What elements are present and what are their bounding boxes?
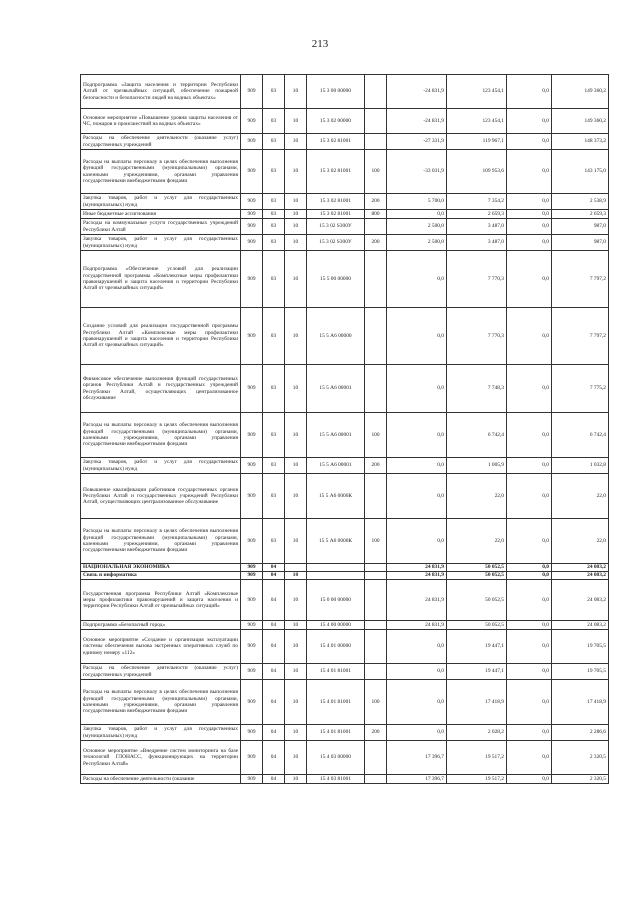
- grbs-code: 909: [241, 630, 263, 664]
- expense-type-code: [365, 219, 387, 235]
- amount-federal: 0,0: [507, 194, 552, 210]
- amount-final: 24 083,2: [552, 621, 609, 630]
- table-row: [81, 134, 609, 150]
- amount-final: 987,0: [552, 235, 609, 251]
- grbs-code: 909: [241, 621, 263, 630]
- budget-table: [80, 74, 609, 784]
- expense-name: Подпрограмма «Безопасный город»: [81, 621, 241, 630]
- subsection-code: 10: [285, 365, 307, 413]
- expense-type-code: [365, 664, 387, 680]
- amount-final: 2 320,5: [552, 741, 609, 775]
- subsection-code: 10: [285, 210, 307, 219]
- amount-total: 50 052,5: [447, 621, 507, 630]
- target-article-code: 15 3 02 81001: [307, 194, 365, 210]
- expense-type-code: [365, 741, 387, 775]
- amount-change: 0,0: [387, 210, 447, 219]
- amount-change: 0,0: [387, 413, 447, 458]
- grbs-code: 909: [241, 365, 263, 413]
- expense-type-code: 200: [365, 194, 387, 210]
- amount-total: 1 005,9: [447, 458, 507, 474]
- subsection-code: 10: [285, 519, 307, 564]
- target-article-code: 15 3 02 S300У: [307, 219, 365, 235]
- subsection-code: 10: [285, 109, 307, 134]
- amount-federal: 0,0: [507, 474, 552, 519]
- amount-total: 2 659,3: [447, 210, 507, 219]
- expense-name: Финансовое обеспечение выполнения функций государственных органов Республики Алтай и государственных учреждений Республики Алтай, осуществляющих централизованное обслуживание: [81, 365, 241, 413]
- subsection-code: 10: [285, 572, 307, 580]
- expense-name: Основное мероприятие «Повышение уровня защиты населения от ЧС, пожаров и происшествий на водных объектах»: [81, 109, 241, 134]
- target-article-code: 15 5 А6 00001: [307, 413, 365, 458]
- amount-total: 50 052,5: [447, 580, 507, 621]
- target-article-code: 15 5 А6 0000К: [307, 519, 365, 564]
- amount-federal: 0,0: [507, 564, 552, 572]
- expense-name: Расходы на обеспечение деятельности (оказание: [81, 775, 241, 784]
- section-code: 04: [263, 630, 285, 664]
- amount-federal: 0,0: [507, 664, 552, 680]
- subsection-code: 10: [285, 413, 307, 458]
- amount-total: 19 517,2: [447, 741, 507, 775]
- amount-total: 22,0: [447, 519, 507, 564]
- amount-total: 19 447,1: [447, 664, 507, 680]
- expense-type-code: [365, 308, 387, 365]
- amount-change: 17 396,7: [387, 741, 447, 775]
- subsection-code: 10: [285, 134, 307, 150]
- grbs-code: 909: [241, 664, 263, 680]
- grbs-code: 909: [241, 564, 263, 572]
- target-article-code: 15 3 02 S300У: [307, 235, 365, 251]
- section-code: 04: [263, 775, 285, 784]
- table-row: [81, 150, 609, 194]
- section-code: 04: [263, 664, 285, 680]
- amount-federal: 0,0: [507, 680, 552, 725]
- amount-final: 987,0: [552, 219, 609, 235]
- expense-name: НАЦИОНАЛЬНАЯ ЭКОНОМИКА: [81, 564, 241, 572]
- grbs-code: 909: [241, 519, 263, 564]
- expense-type-code: [365, 572, 387, 580]
- expense-name: Подпрограмма «Обеспечение условий для реализации государственной программы «Комплексные меры профилактики правонарушений и защита населения и территории Республики Алтай от чрезвычайных ситуаций»: [81, 251, 241, 308]
- target-article-code: 15 5 А6 00000: [307, 308, 365, 365]
- section-code: 04: [263, 741, 285, 775]
- expense-type-code: 100: [365, 519, 387, 564]
- amount-final: 7 797,2: [552, 308, 609, 365]
- amount-final: 22,0: [552, 519, 609, 564]
- amount-total: 17 418,9: [447, 680, 507, 725]
- amount-final: 2 320,5: [552, 775, 609, 784]
- amount-total: 123 454,1: [447, 109, 507, 134]
- page-number: 213: [311, 38, 329, 50]
- section-code: 04: [263, 580, 285, 621]
- grbs-code: 909: [241, 725, 263, 741]
- table-row: [81, 741, 609, 775]
- section-code: 03: [263, 150, 285, 194]
- expense-type-code: [365, 251, 387, 308]
- table-row: [81, 630, 609, 664]
- target-article-code: 15 3 02 81001: [307, 150, 365, 194]
- section-code: 03: [263, 235, 285, 251]
- subsection-code: 10: [285, 458, 307, 474]
- grbs-code: 909: [241, 413, 263, 458]
- amount-change: 0,0: [387, 725, 447, 741]
- grbs-code: 909: [241, 308, 263, 365]
- table-row: [81, 75, 609, 109]
- amount-change: 17 396,7: [387, 775, 447, 784]
- expense-name: Закупка товаров, работ и услуг для государственных (муниципальных) нужд: [81, 725, 241, 741]
- section-code: 04: [263, 572, 285, 580]
- subsection-code: 10: [285, 630, 307, 664]
- target-article-code: [307, 572, 365, 580]
- grbs-code: 909: [241, 474, 263, 519]
- amount-change: 2 500,0: [387, 235, 447, 251]
- section-code: 03: [263, 413, 285, 458]
- amount-federal: 0,0: [507, 741, 552, 775]
- amount-total: 3 487,0: [447, 235, 507, 251]
- expense-type-code: [365, 564, 387, 572]
- table-row: [81, 664, 609, 680]
- amount-change: 2 500,0: [387, 219, 447, 235]
- table-row: [81, 458, 609, 474]
- amount-total: 22,0: [447, 474, 507, 519]
- amount-federal: 0,0: [507, 580, 552, 621]
- subsection-code: 10: [285, 474, 307, 519]
- amount-change: 0,0: [387, 664, 447, 680]
- amount-final: 7 797,2: [552, 251, 609, 308]
- target-article-code: 15 3 02 81001: [307, 210, 365, 219]
- amount-federal: 0,0: [507, 725, 552, 741]
- amount-federal: 0,0: [507, 134, 552, 150]
- amount-total: 119 967,1: [447, 134, 507, 150]
- section-code: 03: [263, 365, 285, 413]
- table-body: [81, 75, 609, 784]
- amount-federal: 0,0: [507, 621, 552, 630]
- table-row: [81, 235, 609, 251]
- section-code: 03: [263, 109, 285, 134]
- table-row: [81, 109, 609, 134]
- amount-change: -27 331,9: [387, 134, 447, 150]
- grbs-code: 909: [241, 251, 263, 308]
- expense-type-code: 100: [365, 150, 387, 194]
- expense-type-code: [365, 365, 387, 413]
- table-row: [81, 775, 609, 784]
- amount-federal: 0,0: [507, 235, 552, 251]
- amount-total: 7 770,3: [447, 251, 507, 308]
- amount-final: 143 175,0: [552, 150, 609, 194]
- table-row: [81, 210, 609, 219]
- subsection-code: 10: [285, 621, 307, 630]
- expense-type-code: 200: [365, 458, 387, 474]
- amount-change: 0,0: [387, 680, 447, 725]
- table-row: [81, 308, 609, 365]
- amount-final: 2 538,9: [552, 194, 609, 210]
- amount-change: 0,0: [387, 458, 447, 474]
- section-code: 03: [263, 458, 285, 474]
- section-code: 04: [263, 680, 285, 725]
- table-row: [81, 413, 609, 458]
- expense-type-code: [365, 630, 387, 664]
- expense-name: Закупка товаров, работ и услуг для государственных (муниципальных) нужд: [81, 235, 241, 251]
- expense-type-code: 200: [365, 725, 387, 741]
- subsection-code: 10: [285, 194, 307, 210]
- table-row: [81, 365, 609, 413]
- grbs-code: 909: [241, 680, 263, 725]
- amount-final: 19 705,5: [552, 664, 609, 680]
- grbs-code: 909: [241, 134, 263, 150]
- target-article-code: 15 5 А6 00001: [307, 458, 365, 474]
- amount-change: 0,0: [387, 308, 447, 365]
- amount-final: 2 659,3: [552, 210, 609, 219]
- amount-change: 0,0: [387, 365, 447, 413]
- section-code: 03: [263, 219, 285, 235]
- amount-change: 0,0: [387, 251, 447, 308]
- amount-final: 24 083,2: [552, 564, 609, 572]
- subsection-code: 10: [285, 75, 307, 109]
- amount-change: 0,0: [387, 630, 447, 664]
- grbs-code: 909: [241, 580, 263, 621]
- subsection-code: 10: [285, 219, 307, 235]
- subsection-code: 10: [285, 775, 307, 784]
- table-row: [81, 572, 609, 580]
- expense-type-code: [365, 621, 387, 630]
- target-article-code: 15 3 00 00000: [307, 75, 365, 109]
- section-code: 03: [263, 308, 285, 365]
- amount-change: 24 831,9: [387, 572, 447, 580]
- amount-change: -33 031,9: [387, 150, 447, 194]
- expense-name: Иные бюджетные ассигнования: [81, 210, 241, 219]
- target-article-code: 15 4 01 81001: [307, 680, 365, 725]
- amount-final: 24 083,2: [552, 572, 609, 580]
- table-row: [81, 680, 609, 725]
- grbs-code: 909: [241, 194, 263, 210]
- target-article-code: [307, 564, 365, 572]
- section-code: 04: [263, 621, 285, 630]
- target-article-code: 15 3 02 00000: [307, 109, 365, 134]
- amount-federal: 0,0: [507, 75, 552, 109]
- amount-federal: 0,0: [507, 150, 552, 194]
- section-code: 03: [263, 251, 285, 308]
- amount-final: 149 360,2: [552, 75, 609, 109]
- subsection-code: 10: [285, 664, 307, 680]
- amount-change: 24 831,9: [387, 580, 447, 621]
- amount-total: 6 742,4: [447, 413, 507, 458]
- grbs-code: 909: [241, 572, 263, 580]
- amount-total: 50 052,5: [447, 572, 507, 580]
- subsection-code: 10: [285, 251, 307, 308]
- grbs-code: 909: [241, 150, 263, 194]
- subsection-code: 10: [285, 150, 307, 194]
- table-row: [81, 621, 609, 630]
- expense-name: Повышение квалификации работников государственных органов Республики Алтай и государственных учреждений Республики Алтай, осуществляющих централизованное обслуживание: [81, 474, 241, 519]
- amount-total: 19 447,1: [447, 630, 507, 664]
- amount-federal: 0,0: [507, 630, 552, 664]
- subsection-code: 10: [285, 308, 307, 365]
- target-article-code: 15 4 03 81001: [307, 775, 365, 784]
- expense-type-code: [365, 775, 387, 784]
- amount-final: 7 775,2: [552, 365, 609, 413]
- grbs-code: 909: [241, 210, 263, 219]
- section-code: 04: [263, 725, 285, 741]
- section-code: 03: [263, 474, 285, 519]
- table-row: [81, 580, 609, 621]
- target-article-code: 15 5 00 00000: [307, 251, 365, 308]
- amount-total: 123 454,1: [447, 75, 507, 109]
- target-article-code: 15 5 А6 0000К: [307, 474, 365, 519]
- expense-type-code: 200: [365, 235, 387, 251]
- amount-federal: 0,0: [507, 458, 552, 474]
- expense-name: Создание условий для реализации государственной программы Республики Алтай «Комплексные меры профилактики правонарушений и защита населения и территории Республики Алтай от чрезвычайных ситуаций»: [81, 308, 241, 365]
- expense-type-code: 800: [365, 210, 387, 219]
- amount-final: 149 360,2: [552, 109, 609, 134]
- amount-federal: 0,0: [507, 219, 552, 235]
- table-row: [81, 194, 609, 210]
- section-code: 03: [263, 519, 285, 564]
- grbs-code: 909: [241, 219, 263, 235]
- subsection-code: 10: [285, 580, 307, 621]
- expense-name: Основное мероприятие «Внедрение систем мониторинга на базе технологий ГЛОНАСС, функционирующих на территории Республики Алтай»: [81, 741, 241, 775]
- amount-total: 7 354,2: [447, 194, 507, 210]
- table-row: [81, 251, 609, 308]
- amount-final: 1 032,8: [552, 458, 609, 474]
- expense-name: Расходы на коммунальные услуги государственных учреждений Республики Алтай: [81, 219, 241, 235]
- expense-name: Расходы на выплаты персоналу в целях обеспечения выполнения функций государственными (муниципальными) органами, казенными учреждениями, органами управления государственными внебюджетными фондами: [81, 680, 241, 725]
- section-code: 03: [263, 210, 285, 219]
- amount-change: -24 831,9: [387, 75, 447, 109]
- table-row: [81, 725, 609, 741]
- amount-final: 22,0: [552, 474, 609, 519]
- amount-change: 0,0: [387, 474, 447, 519]
- expense-name: Подпрограмма «Защита населения и территории Республики Алтай от чрезвычайных ситуаций, обеспечение пожарной безопасности и безопасности людей на водных объектах»: [81, 75, 241, 109]
- amount-total: 7 770,3: [447, 308, 507, 365]
- grbs-code: 909: [241, 775, 263, 784]
- target-article-code: 15 0 00 00000: [307, 580, 365, 621]
- target-article-code: 15 5 А6 00001: [307, 365, 365, 413]
- expense-type-code: [365, 580, 387, 621]
- amount-change: 5 700,0: [387, 194, 447, 210]
- table-row: [81, 474, 609, 519]
- section-code: 03: [263, 134, 285, 150]
- table-row: [81, 564, 609, 572]
- amount-total: 3 487,0: [447, 219, 507, 235]
- amount-change: -24 831,9: [387, 109, 447, 134]
- subsection-code: [285, 564, 307, 572]
- target-article-code: 15 4 01 00000: [307, 630, 365, 664]
- subsection-code: 10: [285, 680, 307, 725]
- expense-name: Связь и информатика: [81, 572, 241, 580]
- expense-name: Закупка товаров, работ и услуг для государственных (муниципальных) нужд: [81, 458, 241, 474]
- expense-type-code: 100: [365, 413, 387, 458]
- expense-type-code: [365, 109, 387, 134]
- amount-federal: 0,0: [507, 572, 552, 580]
- amount-federal: 0,0: [507, 251, 552, 308]
- amount-federal: 0,0: [507, 308, 552, 365]
- target-article-code: 15 4 01 81001: [307, 664, 365, 680]
- expense-name: Основное мероприятие «Создание и организация эксплуатации системы обеспечения вызова экстренных оперативных служб по единому номеру «112»: [81, 630, 241, 664]
- amount-total: 109 953,6: [447, 150, 507, 194]
- expense-name: Расходы на обеспечение деятельности (оказание услуг) государственных учреждений: [81, 664, 241, 680]
- amount-final: 24 083,2: [552, 580, 609, 621]
- amount-final: 148 373,2: [552, 134, 609, 150]
- section-code: 04: [263, 564, 285, 572]
- amount-total: 19 517,2: [447, 775, 507, 784]
- amount-final: 19 705,5: [552, 630, 609, 664]
- target-article-code: 15 4 03 00000: [307, 741, 365, 775]
- expense-type-code: [365, 134, 387, 150]
- subsection-code: 10: [285, 235, 307, 251]
- grbs-code: 909: [241, 109, 263, 134]
- section-code: 03: [263, 194, 285, 210]
- amount-final: 17 418,9: [552, 680, 609, 725]
- target-article-code: 15 4 00 00000: [307, 621, 365, 630]
- amount-final: 6 742,4: [552, 413, 609, 458]
- amount-change: 24 831,9: [387, 564, 447, 572]
- grbs-code: 909: [241, 75, 263, 109]
- amount-final: 2 286,6: [552, 725, 609, 741]
- amount-total: 2 028,2: [447, 725, 507, 741]
- amount-federal: 0,0: [507, 775, 552, 784]
- table-row: [81, 519, 609, 564]
- target-article-code: 15 3 02 81001: [307, 134, 365, 150]
- amount-federal: 0,0: [507, 519, 552, 564]
- amount-change: 24 831,9: [387, 621, 447, 630]
- expense-name: Расходы на выплаты персоналу в целях обеспечения выполнения функций государственными (муниципальными) органами, казенными учреждениями, органами управления государственными внебюджетными фондами: [81, 519, 241, 564]
- subsection-code: 10: [285, 741, 307, 775]
- grbs-code: 909: [241, 235, 263, 251]
- subsection-code: 10: [285, 725, 307, 741]
- expense-name: Расходы на выплаты персоналу в целях обеспечения выполнения функций государственными (муниципальными) органами, казенными учреждениями, органами управления государственными внебюджетными фондами: [81, 413, 241, 458]
- amount-federal: 0,0: [507, 413, 552, 458]
- expense-name: Закупка товаров, работ и услуг для государственных (муниципальных) нужд: [81, 194, 241, 210]
- amount-change: 0,0: [387, 519, 447, 564]
- amount-federal: 0,0: [507, 210, 552, 219]
- table-row: [81, 219, 609, 235]
- amount-total: 7 748,3: [447, 365, 507, 413]
- grbs-code: 909: [241, 458, 263, 474]
- expense-name: Расходы на выплаты персоналу в целях обеспечения выполнения функций государственными (муниципальными) органами, казенными учреждениями, органами управления государственными внебюджетными фондами: [81, 150, 241, 194]
- expense-name: Государственная программа Республики Алтай «Комплексные меры профилактики правонарушений и защита населения и территории Республики Алтай от чрезвычайных ситуаций»: [81, 580, 241, 621]
- target-article-code: 15 4 01 81001: [307, 725, 365, 741]
- amount-total: 50 052,5: [447, 564, 507, 572]
- expense-type-code: [365, 474, 387, 519]
- expense-type-code: [365, 75, 387, 109]
- section-code: 03: [263, 75, 285, 109]
- amount-federal: 0,0: [507, 365, 552, 413]
- grbs-code: 909: [241, 741, 263, 775]
- amount-federal: 0,0: [507, 109, 552, 134]
- expense-name: Расходы на обеспечение деятельности (оказание услуг) государственных учреждений: [81, 134, 241, 150]
- expense-type-code: 100: [365, 680, 387, 725]
